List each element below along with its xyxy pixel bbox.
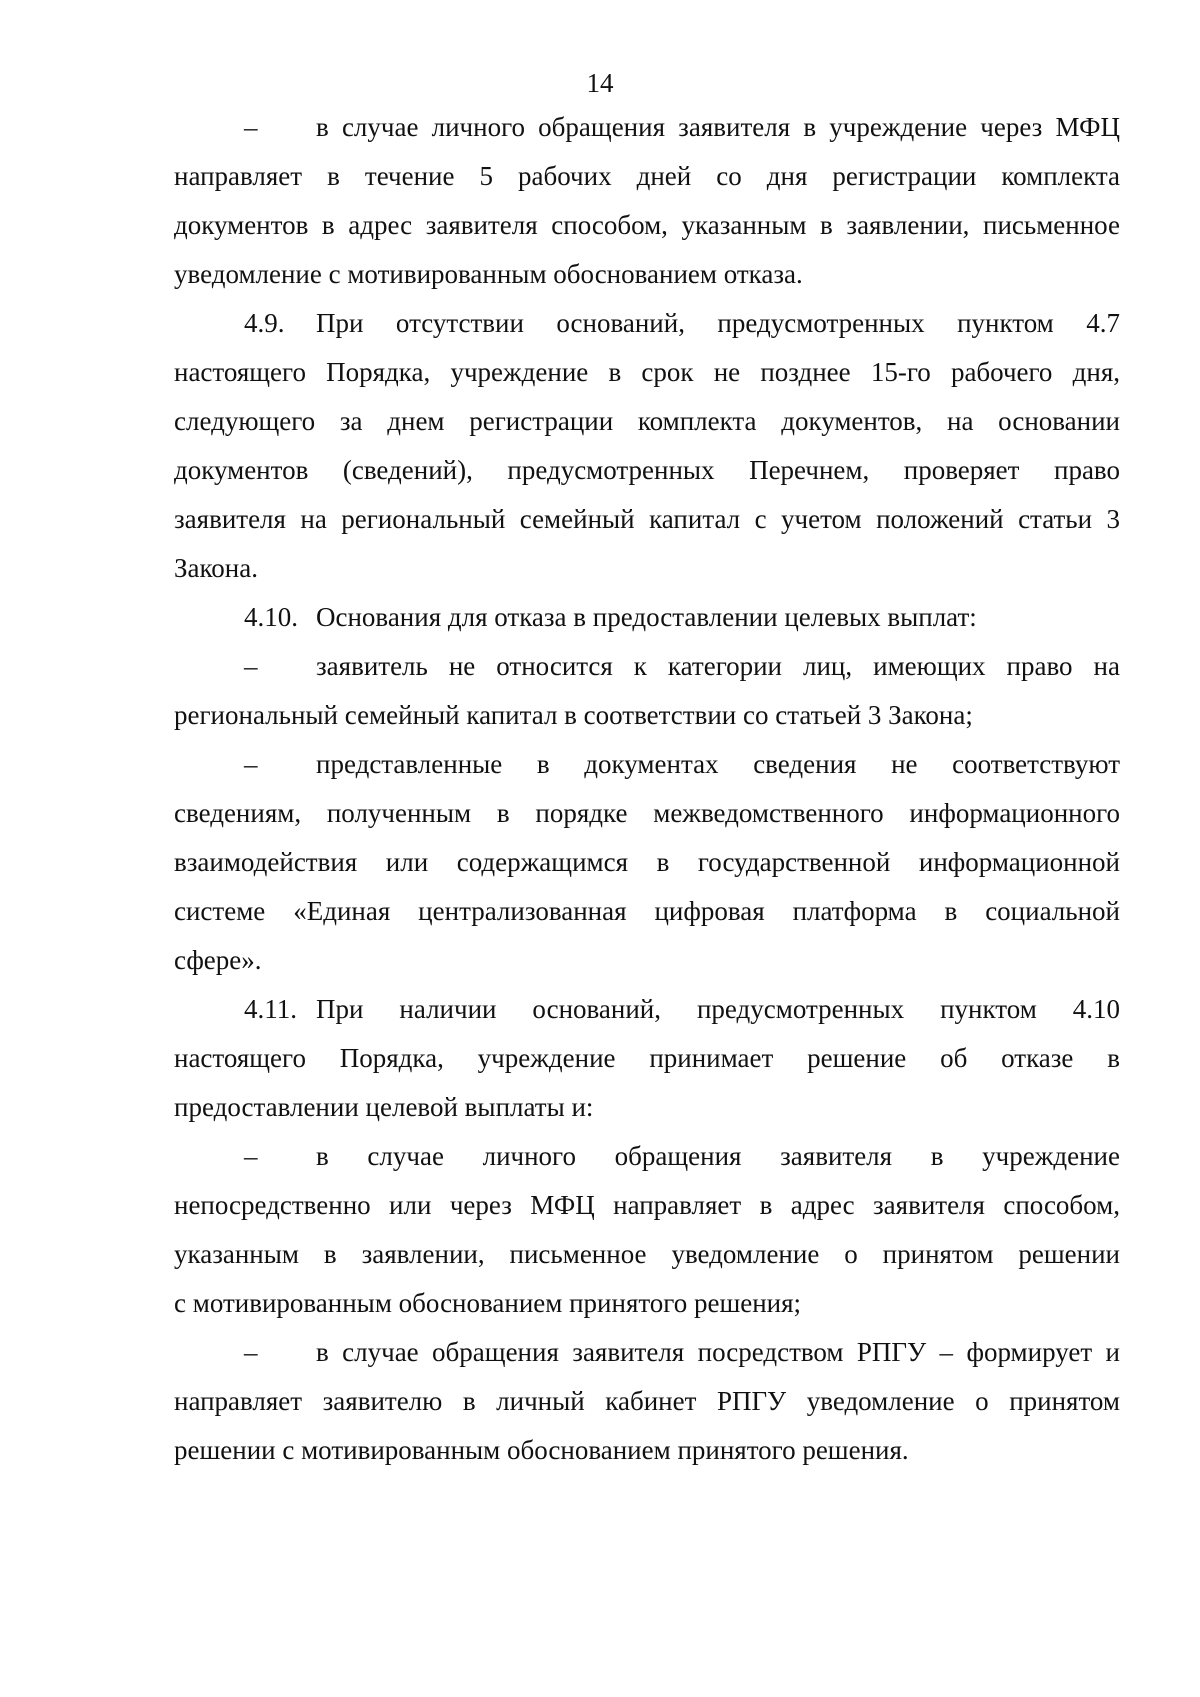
paragraph-line: Основания для отказа в предоставлении целевых выплат: [316,602,977,632]
paragraph-line: в случае обращения заявителя посредством РПГУ – формирует и [316,1337,1120,1367]
paragraph-line: сведениям, полученным в порядке межведомственного информационного [174,798,1120,828]
paragraph-line: При отсутствии оснований, предусмотренных пунктом 4.7 [316,308,1120,338]
paragraph-line: взаимодействия или содержащимся в государственной информационной [174,847,1120,877]
paragraph-line: Закона. [174,553,258,583]
paragraph-line: направляет в течение 5 рабочих дней со дня регистрации комплекта [174,161,1120,191]
paragraph-line: заявителя на региональный семейный капитал с учетом положений статьи 3 [174,504,1120,534]
paragraph-line: направляет заявителю в личный кабинет РПГУ уведомление о принятом [174,1386,1120,1416]
section-number: 4.11. [244,994,297,1024]
paragraph-line: региональный семейный капитал в соответствии со статьей 3 Закона; [174,700,973,730]
paragraph-line: документов в адрес заявителя способом, указанным в заявлении, письменное [174,210,1120,240]
paragraph-line: настоящего Порядка, учреждение принимает решение об отказе в [174,1043,1120,1073]
paragraph-line: сфере». [174,945,262,975]
paragraph-line: настоящего Порядка, учреждение в срок не позднее 15-го рабочего дня, [174,357,1120,387]
bullet-dash: – [244,1141,258,1171]
paragraph-line: непосредственно или через МФЦ направляет в адрес заявителя способом, [174,1190,1120,1220]
bullet-dash: – [244,1337,258,1367]
paragraph-line: уведомление с мотивированным обоснованием отказа. [174,259,803,289]
paragraph-line: заявитель не относится к категории лиц, имеющих право на [316,651,1120,681]
paragraph-line: представленные в документах сведения не соответствуют [316,749,1120,779]
paragraph-line: в случае личного обращения заявителя в учреждение через МФЦ [316,112,1120,142]
page-number: 14 [586,68,614,98]
bullet-dash: – [244,749,258,779]
paragraph-line: в случае личного обращения заявителя в учреждение [316,1141,1120,1171]
section-number: 4.9. [244,308,285,338]
section-number: 4.10. [244,602,298,632]
paragraph-line: с мотивированным обоснованием принятого решения; [174,1288,802,1318]
paragraph-line: решении с мотивированным обоснованием принятого решения. [174,1435,909,1465]
paragraph-line: системе «Единая централизованная цифровая платформа в социальной [174,896,1120,926]
paragraph-line: указанным в заявлении, письменное уведомление о принятом решении [174,1239,1120,1269]
paragraph-line: следующего за днем регистрации комплекта документов, на основании [174,406,1120,436]
paragraph-line: предоставлении целевой выплаты и: [174,1092,594,1122]
paragraph-line: документов (сведений), предусмотренных Перечнем, проверяет право [174,455,1120,485]
bullet-dash: – [244,651,258,681]
bullet-dash: – [244,112,258,142]
paragraph-line: При наличии оснований, предусмотренных пунктом 4.10 [316,994,1120,1024]
